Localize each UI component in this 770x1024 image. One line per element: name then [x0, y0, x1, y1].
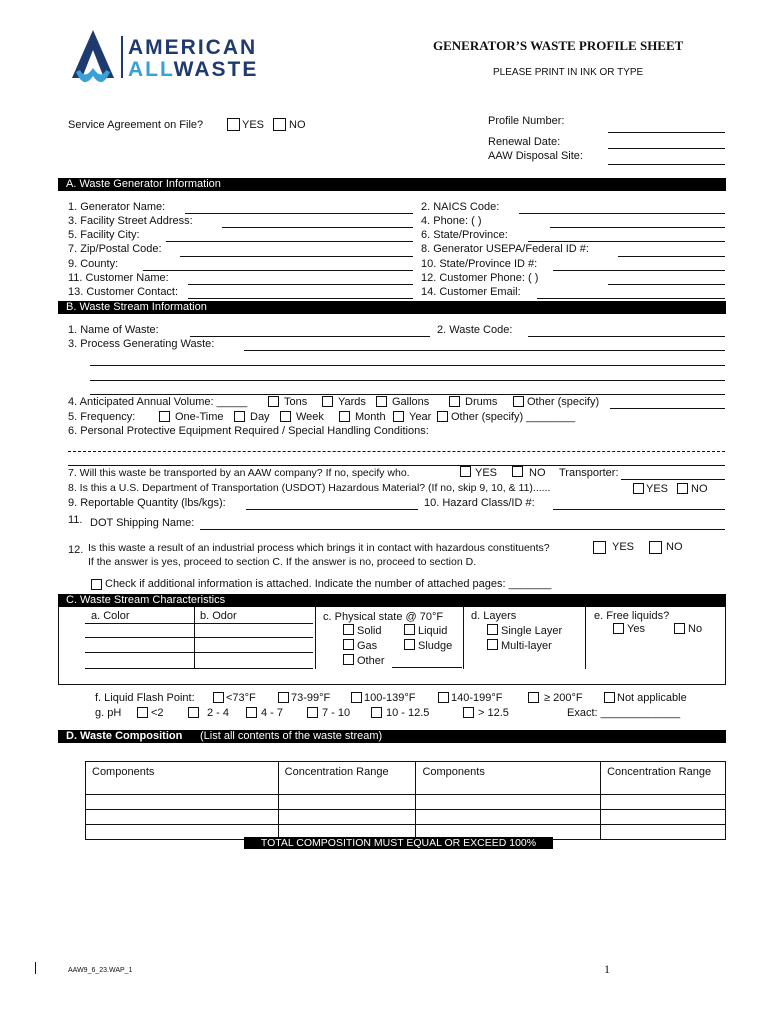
- industrial-no-checkbox[interactable]: [649, 541, 662, 554]
- usdot-no-label: NO: [691, 483, 708, 495]
- logo-text-american: AMERICAN: [128, 36, 258, 59]
- volume-drums-checkbox[interactable]: [449, 396, 460, 407]
- industrial-yes-label: YES: [612, 541, 635, 553]
- ph-gt12-checkbox[interactable]: [463, 707, 474, 718]
- dot-shipping-number: 11.: [68, 514, 83, 526]
- concentration-cell[interactable]: [601, 810, 726, 825]
- flash-lt73-checkbox[interactable]: [213, 692, 224, 703]
- concentration-cell[interactable]: [278, 795, 416, 810]
- waste-name-label: 1. Name of Waste:: [68, 324, 159, 336]
- transport-question: 7. Will this waste be transported by an AAW company? If no, specify who.: [68, 467, 410, 479]
- frequency-other-checkbox[interactable]: [437, 411, 448, 422]
- multi-layer-checkbox[interactable]: [487, 639, 498, 650]
- zip-code-label: 7. Zip/Postal Code:: [68, 243, 162, 255]
- components-header: Components: [86, 762, 279, 795]
- page-subtitle: PLEASE PRINT IN INK OR TYPE: [493, 67, 644, 78]
- frequency-month-label: Month: [355, 411, 386, 423]
- logo-mark-icon: [70, 28, 116, 90]
- frequency-onetime-checkbox[interactable]: [159, 411, 170, 422]
- generator-name-label: 1. Generator Name:: [68, 201, 166, 213]
- physical-other-field[interactable]: [392, 667, 462, 668]
- frequency-year-checkbox[interactable]: [393, 411, 404, 422]
- page-title: GENERATOR’S WASTE PROFILE SHEET: [433, 38, 684, 53]
- transport-no-checkbox[interactable]: [512, 466, 523, 477]
- volume-yards-label: Yards: [338, 396, 366, 408]
- volume-drums-label: Drums: [465, 396, 498, 408]
- flash-na-checkbox[interactable]: [604, 692, 615, 703]
- flash-140-199-checkbox[interactable]: [438, 692, 449, 703]
- company-logo: [70, 28, 260, 90]
- transport-yes-label: YES: [475, 467, 498, 479]
- volume-gallons-checkbox[interactable]: [376, 396, 387, 407]
- zip-code-field[interactable]: [180, 256, 413, 257]
- volume-yards-checkbox[interactable]: [322, 396, 333, 407]
- state-id-label: 10. State/Province ID #:: [421, 258, 538, 270]
- industrial-yes-checkbox[interactable]: [593, 541, 606, 554]
- volume-other-checkbox[interactable]: [513, 396, 524, 407]
- disposal-site-label: AAW Disposal Site:: [488, 150, 583, 162]
- components-header-2: Components: [416, 762, 601, 795]
- state-id-field[interactable]: [553, 270, 725, 271]
- state-province-label: 6. State/Province:: [421, 229, 508, 241]
- attached-info-label: Check if additional information is attached. Indicate the number of attached pages: _______: [105, 578, 552, 590]
- table-row: [86, 795, 726, 810]
- flash-73-99-checkbox[interactable]: [278, 692, 289, 703]
- physical-sludge-checkbox[interactable]: [404, 639, 415, 650]
- facility-street-label: 3. Facility Street Address:: [68, 215, 193, 227]
- physical-solid-label: Solid: [357, 625, 382, 637]
- concentration-cell[interactable]: [278, 810, 416, 825]
- physical-other-checkbox[interactable]: [343, 654, 354, 665]
- free-liquids-yes-checkbox[interactable]: [613, 623, 624, 634]
- usdot-question: 8. Is this a U.S. Department of Transportation (USDOT) Hazardous Material? (If no, skip 9, 10, & 11)......: [68, 482, 551, 494]
- customer-name-label: 11. Customer Name:: [68, 272, 169, 284]
- facility-city-field[interactable]: [166, 241, 413, 242]
- concentration-cell[interactable]: [601, 825, 726, 840]
- industrial-process-question: Is this waste a result of an industrial process which brings it in contact with hazardous constituents?: [88, 542, 550, 554]
- customer-phone-label: 12. Customer Phone: ( ): [421, 272, 539, 284]
- frequency-week-label: Week: [296, 411, 324, 423]
- frequency-other-label: Other (specify) ________: [451, 411, 576, 423]
- ph-10-12-label: 10 - 12.5: [386, 707, 430, 719]
- industrial-process-note: If the answer is yes, proceed to section C. If the answer is no, proceed to section D.: [88, 556, 477, 568]
- flash-100-139-checkbox[interactable]: [351, 692, 362, 703]
- generator-name-field[interactable]: [185, 213, 413, 214]
- flash-140-199-label: 140-199°F: [451, 692, 503, 704]
- volume-tons-label: Tons: [284, 396, 308, 408]
- disposal-site-field[interactable]: [608, 164, 725, 165]
- frequency-year-label: Year: [409, 411, 432, 423]
- component-cell[interactable]: [86, 795, 279, 810]
- ph-7-10-label: 7 - 10: [322, 707, 351, 719]
- flash-gte200-label: ≥ 200°F: [544, 692, 583, 704]
- section-d-header: D. Waste Composition (List all contents of the waste stream): [58, 730, 726, 743]
- ppe-field-1[interactable]: [68, 451, 725, 452]
- reportable-quantity-field[interactable]: [246, 509, 418, 510]
- physical-state-label: c. Physical state @ 70°F: [323, 611, 444, 623]
- customer-name-field[interactable]: [188, 284, 413, 285]
- color-field-2[interactable]: [85, 637, 313, 638]
- hazard-class-field[interactable]: [553, 509, 725, 510]
- physical-other-label: Other: [357, 655, 385, 667]
- component-cell[interactable]: [416, 810, 601, 825]
- concentration-cell[interactable]: [601, 795, 726, 810]
- process-field-2[interactable]: [90, 365, 725, 366]
- dot-shipping-label: DOT Shipping Name:: [90, 517, 195, 529]
- service-agreement-no-label: NO: [289, 119, 306, 131]
- page-number: 1: [604, 962, 610, 976]
- total-composition-banner: TOTAL COMPOSITION MUST EQUAL OR EXCEED 100%: [244, 837, 553, 849]
- frequency-month-checkbox[interactable]: [339, 411, 350, 422]
- free-liquids-no-label: No: [688, 623, 703, 635]
- ph-2-4-label: 2 - 4: [207, 707, 230, 719]
- single-layer-checkbox[interactable]: [487, 624, 498, 635]
- annual-volume-label: 4. Anticipated Annual Volume: _____: [68, 396, 248, 408]
- generator-epa-id-field[interactable]: [618, 256, 725, 257]
- odor-label: b. Odor: [200, 610, 237, 622]
- ph-10-12-checkbox[interactable]: [371, 707, 382, 718]
- service-agreement-yes-checkbox[interactable]: [227, 118, 240, 131]
- physical-solid-checkbox[interactable]: [343, 624, 354, 635]
- section-b-header: B. Waste Stream Information: [58, 301, 726, 314]
- service-agreement-yes-label: YES: [242, 119, 265, 131]
- logo-text-allwaste: ALLWASTE: [128, 58, 259, 81]
- industrial-no-label: NO: [666, 541, 683, 553]
- transporter-label: Transporter:: [559, 467, 619, 479]
- color-label: a. Color: [91, 610, 130, 622]
- flash-100-139-label: 100-139°F: [364, 692, 416, 704]
- concentration-header-2: Concentration Range: [601, 762, 726, 795]
- facility-city-label: 5. Facility City:: [68, 229, 140, 241]
- physical-sludge-label: Sludge: [418, 640, 453, 652]
- profile-number-field[interactable]: [608, 132, 725, 133]
- process-field-3[interactable]: [90, 380, 725, 381]
- ppe-field-2[interactable]: [68, 465, 725, 466]
- waste-name-field[interactable]: [190, 336, 430, 337]
- naics-code-field[interactable]: [519, 213, 725, 214]
- customer-email-field[interactable]: [537, 298, 725, 299]
- industrial-process-number: 12.: [68, 544, 84, 556]
- frequency-week-checkbox[interactable]: [280, 411, 291, 422]
- ph-lt2-label: <2: [151, 707, 164, 719]
- service-agreement-label: Service Agreement on File?: [68, 119, 204, 131]
- flash-na-label: Not applicable: [617, 692, 687, 704]
- ph-4-7-checkbox[interactable]: [246, 707, 257, 718]
- transporter-field[interactable]: [621, 479, 725, 480]
- waste-code-label: 2. Waste Code:: [437, 324, 513, 336]
- layers-label: d. Layers: [471, 610, 517, 622]
- county-field[interactable]: [143, 270, 413, 271]
- free-liquids-no-checkbox[interactable]: [674, 623, 685, 634]
- color-field-1[interactable]: [85, 623, 313, 624]
- component-cell[interactable]: [416, 795, 601, 810]
- hazard-class-label: 10. Hazard Class/ID #:: [424, 497, 535, 509]
- county-label: 9. County:: [68, 258, 119, 270]
- customer-email-label: 14. Customer Email:: [421, 286, 521, 298]
- volume-tons-checkbox[interactable]: [268, 396, 279, 407]
- phone-label: 4. Phone: ( ): [421, 215, 482, 227]
- usdot-yes-label: YES: [646, 483, 669, 495]
- reportable-quantity-label: 9. Reportable Quantity (lbs/kgs):: [68, 497, 226, 509]
- color-field-3[interactable]: [85, 652, 313, 653]
- flash-point-label: f. Liquid Flash Point:: [95, 692, 195, 704]
- table-header-row: [86, 762, 726, 795]
- process-field-4[interactable]: [90, 394, 725, 395]
- phone-field[interactable]: [550, 227, 725, 228]
- transport-yes-checkbox[interactable]: [460, 466, 471, 477]
- renewal-date-field[interactable]: [608, 148, 725, 149]
- free-liquids-label: e. Free liquids?: [594, 610, 670, 622]
- profile-number-label: Profile Number:: [488, 115, 565, 127]
- multi-layer-label: Multi-layer: [501, 640, 552, 652]
- flash-gte200-checkbox[interactable]: [528, 692, 539, 703]
- concentration-header: Concentration Range: [278, 762, 416, 795]
- flash-lt73-label: <73°F: [226, 692, 256, 704]
- attached-info-checkbox[interactable]: [91, 579, 102, 590]
- transport-no-label: NO: [529, 467, 546, 479]
- generator-epa-id-label: 8. Generator USEPA/Federal ID #:: [421, 243, 589, 255]
- ph-exact-field[interactable]: Exact: _____________: [567, 707, 681, 719]
- single-layer-label: Single Layer: [501, 625, 563, 637]
- form-code: AAW9_6_23.WAP_1: [68, 967, 133, 974]
- ph-label: g. pH: [95, 707, 122, 719]
- state-province-field[interactable]: [528, 241, 725, 242]
- ppe-label: 6. Personal Protective Equipment Required / Special Handling Conditions:: [68, 425, 429, 437]
- customer-contact-field[interactable]: [188, 298, 413, 299]
- renewal-date-label: Renewal Date:: [488, 136, 561, 148]
- customer-phone-field[interactable]: [608, 284, 725, 285]
- free-liquids-yes-label: Yes: [627, 623, 645, 635]
- section-c-header: C. Waste Stream Characteristics: [58, 594, 726, 607]
- physical-gas-label: Gas: [357, 640, 378, 652]
- section-a-header: A. Waste Generator Information: [58, 178, 726, 191]
- physical-liquid-label: Liquid: [418, 625, 448, 637]
- frequency-onetime-label: One-Time: [175, 411, 224, 423]
- volume-other-label: Other (specify): [527, 396, 600, 408]
- service-agreement-no-checkbox[interactable]: [273, 118, 286, 131]
- frequency-label: 5. Frequency:: [68, 411, 136, 423]
- table-row: [86, 810, 726, 825]
- naics-code-label: 2. NAICS Code:: [421, 201, 500, 213]
- frequency-day-checkbox[interactable]: [234, 411, 245, 422]
- waste-code-field[interactable]: [528, 336, 725, 337]
- customer-contact-label: 13. Customer Contact:: [68, 286, 179, 298]
- flash-73-99-label: 73-99°F: [291, 692, 331, 704]
- volume-other-field[interactable]: [610, 408, 725, 409]
- facility-street-field[interactable]: [222, 227, 413, 228]
- component-cell[interactable]: [86, 810, 279, 825]
- ph-7-10-checkbox[interactable]: [307, 707, 318, 718]
- dot-shipping-field[interactable]: [200, 529, 725, 530]
- usdot-no-checkbox[interactable]: [677, 483, 688, 494]
- ph-4-7-label: 4 - 7: [261, 707, 284, 719]
- usdot-yes-checkbox[interactable]: [633, 483, 644, 494]
- physical-gas-checkbox[interactable]: [343, 639, 354, 650]
- process-field-1[interactable]: [244, 350, 725, 351]
- frequency-day-label: Day: [250, 411, 270, 423]
- ph-lt2-checkbox[interactable]: [137, 707, 148, 718]
- physical-liquid-checkbox[interactable]: [404, 624, 415, 635]
- ph-2-4-checkbox[interactable]: [188, 707, 199, 718]
- volume-gallons-label: Gallons: [392, 396, 430, 408]
- ph-gt12-label: > 12.5: [478, 707, 509, 719]
- composition-table: [85, 761, 726, 840]
- process-label: 3. Process Generating Waste:: [68, 338, 215, 350]
